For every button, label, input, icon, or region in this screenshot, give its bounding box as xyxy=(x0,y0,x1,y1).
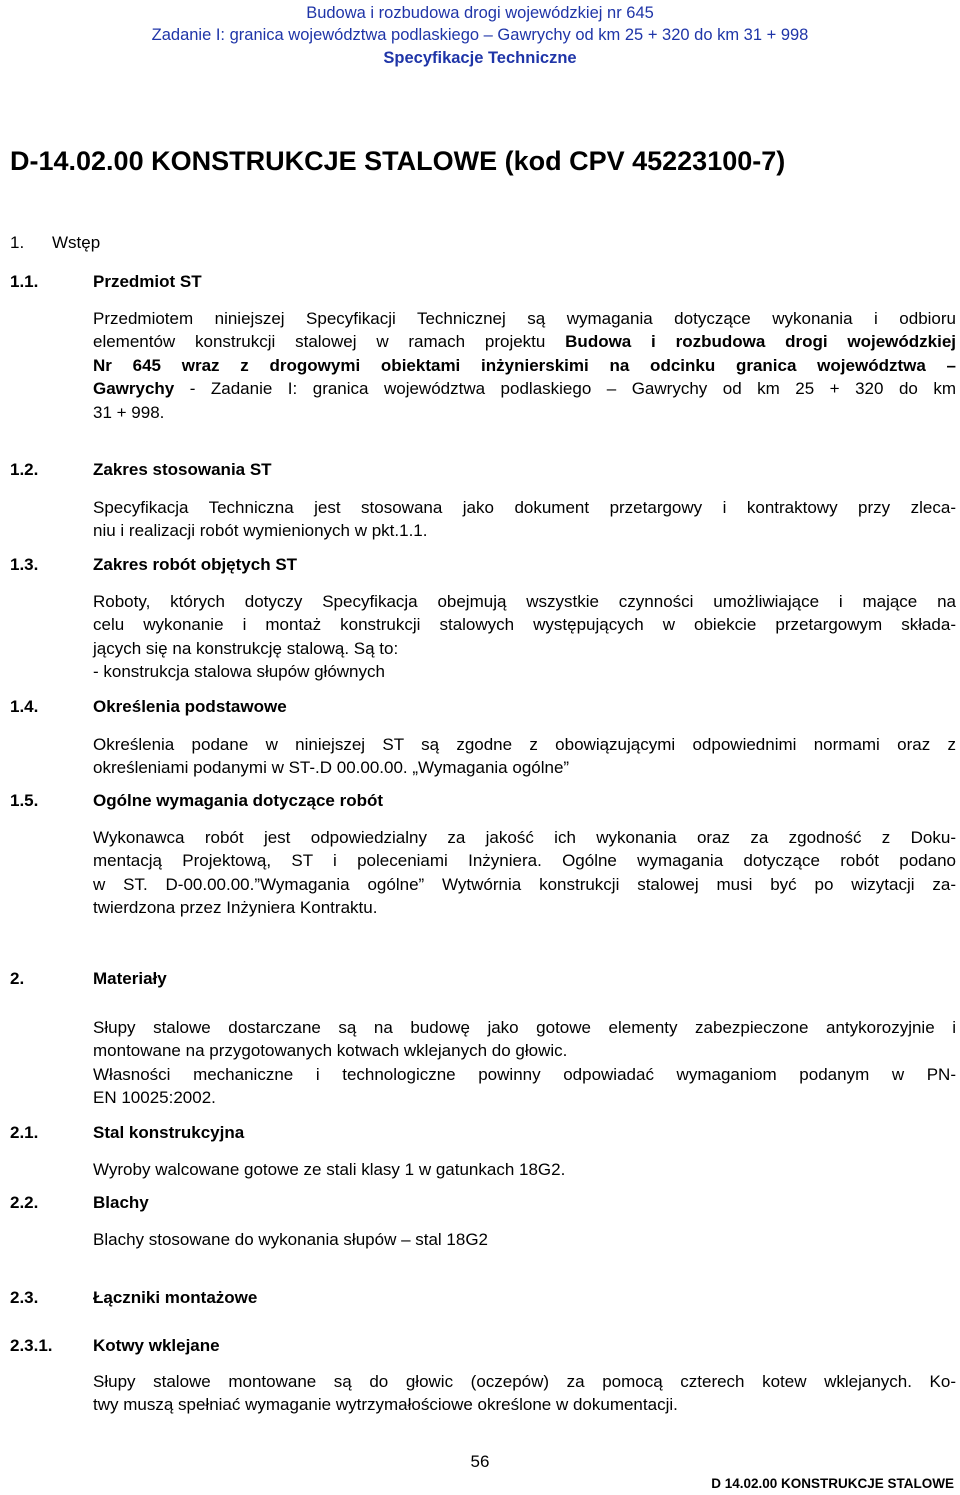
text-line: Roboty, których dotyczy Specyfikacja obejmują wszystkie czynności umożliwiające i mające na xyxy=(93,592,956,611)
text-line: jących się na konstrukcję stalową. Są to: xyxy=(93,638,399,658)
section-1-2-number: 1.2. xyxy=(10,460,39,479)
section-1-1-number: 1.1. xyxy=(10,272,39,291)
header-project-title: Budowa i rozbudowa drogi wojewódzkiej nr 645 xyxy=(306,4,654,22)
text-line: Przedmiotem niniejszej Specyfikacji Technicznej są wymagania dotyczące wykonania i odbioru xyxy=(93,309,956,328)
footer-document-code: D 14.02.00 KONSTRUKCJE STALOWE xyxy=(711,1476,954,1491)
section-1-3-title: Zakres robót objętych ST xyxy=(93,555,298,574)
section-2-2-title: Blachy xyxy=(93,1193,149,1212)
text-line: - konstrukcja stalowa słupów głównych xyxy=(93,662,385,682)
section-1-4-number: 1.4. xyxy=(10,697,39,716)
document-title: D-14.02.00 KONSTRUKCJE STALOWE (kod CPV 45223100-7) xyxy=(10,146,786,176)
text-line: w ST. D-00.00.00.”Wymagania ogólne” Wytwórnia konstrukcji stalowej musi być po wizytacji za- xyxy=(93,874,956,894)
section-1-4-title: Określenia podstawowe xyxy=(93,697,287,716)
section-2-1-text xyxy=(93,1158,956,1181)
text-line: Wykonawca robót jest odpowiedzialny za jakość ich wykonania oraz za zgodność z Doku- xyxy=(93,828,956,847)
text-line: Określenia podane w niniejszej ST są zgodne z obowiązującymi odpowiednimi normami oraz z xyxy=(93,735,956,754)
text-line: Nr 645 wraz z drogowymi obiektami inżynierskimi na odcinku granica województwa – xyxy=(93,355,956,375)
text-line: Słupy stalowe dostarczane są na budowę jako gotowe elementy zabezpieczone antykorozyjnie i xyxy=(93,1018,956,1037)
section-1-number: 1. xyxy=(10,233,25,252)
text-line: elementów konstrukcji stalowej w ramach projektu Budowa i rozbudowa drogi wojewódzkiej xyxy=(93,332,957,352)
section-2-3-title: Łączniki montażowe xyxy=(93,1288,258,1307)
text-line: twy muszą spełniać wymaganie wytrzymałościowe określone w dokumentacji. xyxy=(93,1395,678,1415)
section-1-3-text xyxy=(93,590,956,684)
section-2-3-1-title: Kotwy wklejane xyxy=(93,1336,220,1355)
text-line: Blachy stosowane do wykonania słupów – stal 18G2 xyxy=(93,1230,489,1249)
text-line: mentacją Projektową, ST i poleceniami Inżyniera. Ogólne wymagania dotyczące robót podano xyxy=(93,851,956,871)
page-number: 56 xyxy=(470,1452,490,1471)
section-1-5-number: 1.5. xyxy=(10,791,39,810)
text-line: celu wykonanie i montaż konstrukcji stalowych występujących w obiekcie przetargowym składa- xyxy=(93,615,956,635)
text-line: Specyfikacja Techniczna jest stosowana jako dokument przetargowy i kontraktowy przy zleca- xyxy=(93,498,956,517)
text-line: Słupy stalowe montowane są do głowic (oczepów) za pomocą czterech kotew wklejanych. Ko- xyxy=(93,1372,956,1391)
section-2-2-number: 2.2. xyxy=(10,1193,39,1212)
section-1-1-title: Przedmiot ST xyxy=(93,272,202,291)
header-task-title: Zadanie I: granica województwa podlaskiego – Gawrychy od km 25 + 320 do km 31 + 998 xyxy=(151,26,809,44)
text-line: montowane na przygotowanych kotwach wklejanych do głowic. xyxy=(93,1041,568,1061)
section-1-5-title: Ogólne wymagania dotyczące robót xyxy=(93,791,384,810)
section-1-4-text xyxy=(93,733,956,780)
text-line: EN 10025:2002. xyxy=(93,1088,216,1108)
section-2-3-1-number: 2.3.1. xyxy=(10,1336,53,1355)
text-line: Wyroby walcowane gotowe ze stali klasy 1 w gatunkach 18G2. xyxy=(93,1160,566,1179)
section-2-2-text xyxy=(93,1228,956,1251)
text-line: niu i realizacji robót wymienionych w pkt.1.1. xyxy=(93,521,428,541)
text-line: Własności mechaniczne i technologiczne powinny odpowiadać wymaganiom podanym w PN- xyxy=(93,1064,956,1084)
section-1-2-title: Zakres stosowania ST xyxy=(93,460,272,479)
section-2-1-title: Stal konstrukcyjna xyxy=(93,1123,245,1142)
section-2-3-1-text xyxy=(93,1370,956,1417)
section-2-1-number: 2.1. xyxy=(10,1123,39,1142)
section-2-text xyxy=(93,1016,956,1110)
text-line: Gawrychy - Zadanie I: granica województwa podlaskiego – Gawrychy od km 25 + 320 do km xyxy=(93,379,956,399)
section-2-3-number: 2.3. xyxy=(10,1288,39,1307)
header-spec-title: Specyfikacje Techniczne xyxy=(383,49,577,67)
section-1-2-text xyxy=(93,496,956,543)
text-line: twierdzona przez Inżyniera Kontraktu. xyxy=(93,898,378,918)
section-2-title: Materiały xyxy=(93,969,167,988)
section-1-3-number: 1.3. xyxy=(10,555,39,574)
section-1-1-text xyxy=(93,307,956,424)
text-line: określeniami podanymi w ST-.D 00.00.00. „Wymagania ogólne” xyxy=(93,758,570,778)
section-1-title: Wstęp xyxy=(52,233,101,252)
text-line: 31 + 998. xyxy=(93,402,165,422)
section-2-number: 2. xyxy=(10,969,25,988)
section-1-5-text xyxy=(93,826,956,920)
